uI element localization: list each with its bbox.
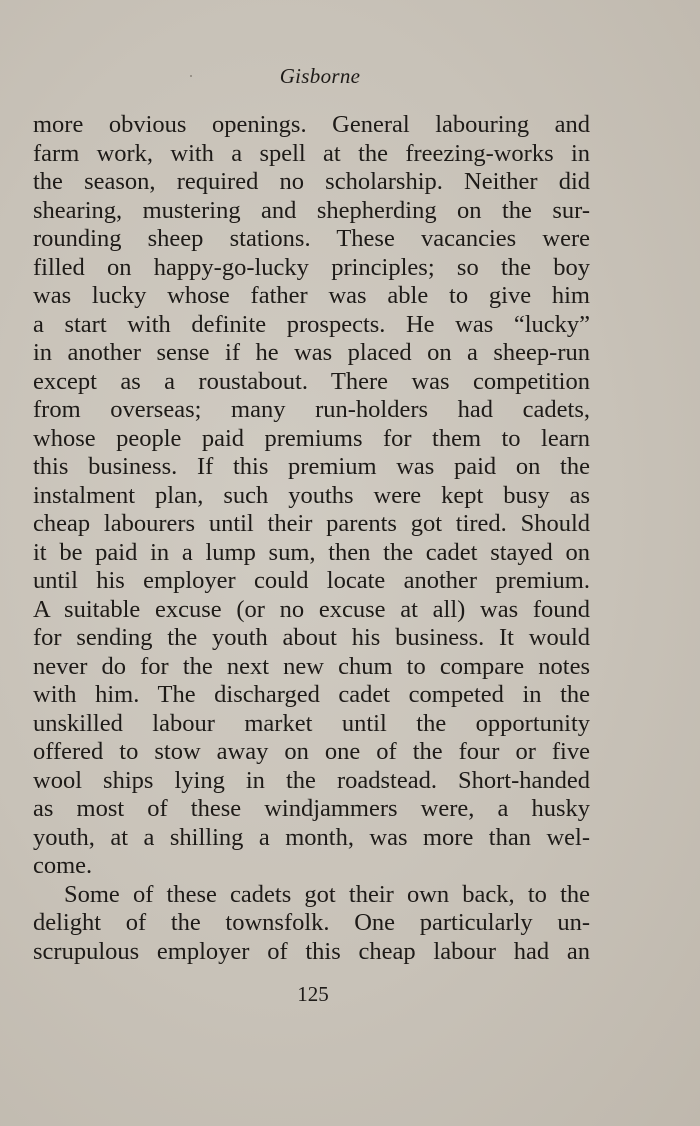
text-line: as most of these windjammers were, a husky [33,795,590,822]
text-line: scrupulous employer of this cheap labour had an [33,937,590,965]
paragraph-end-line: come. [33,852,93,879]
text-line: was lucky whose father was able to give him [33,282,590,309]
text-line: unskilled labour market until the opportunity [33,709,590,737]
page-number: 125 [297,982,329,1006]
text-line: delight of the townsfolk. One particularly un- [33,909,590,936]
body-text [33,111,590,966]
text-line: until his employer could locate another premium. [33,567,590,594]
paragraph-start-line: Some of these cadets got their own back, to the [64,880,590,908]
text-line: in another sense if he was placed on a sheep-run [33,339,590,366]
text-line: wool ships lying in the roadstead. Short-handed [33,766,590,794]
text-line: except as a roustabout. There was competition [33,367,590,395]
text-line: instalment plan, such youths were kept busy as [33,481,590,509]
text-line: youth, at a shilling a month, was more than wel- [33,823,590,851]
text-line: farm work, with a spell at the freezing-works in [33,139,590,167]
text-line: filled on happy-go-lucky principles; so the boy [33,253,590,281]
text-line: rounding sheep stations. These vacancies were [33,225,590,252]
text-line: shearing, mustering and shepherding on the sur- [33,196,590,224]
text-line: for sending the youth about his business. It would [33,624,590,651]
text-line: it be paid in a lump sum, then the cadet stayed on [33,538,590,566]
text-line: a start with definite prospects. He was “lucky” [33,310,590,338]
text-line: cheap labourers until their parents got tired. Should [33,510,590,537]
text-line: whose people paid premiums for them to learn [33,424,590,452]
running-head: Gisborne [279,64,361,88]
text-line: from overseas; many run-holders had cadets, [33,396,590,423]
text-line: this business. If this premium was paid on the [33,453,590,480]
text-line: with him. The discharged cadet competed in the [33,681,590,708]
text-line: A suitable excuse (or no excuse at all) was found [33,595,590,623]
text-line: never do for the next new chum to compare notes [33,652,590,680]
text-line: offered to stow away on one of the four or five [33,738,590,765]
text-line: the season, required no scholarship. Neither did [33,168,590,195]
text-line: more obvious openings. General labouring and [33,111,590,138]
